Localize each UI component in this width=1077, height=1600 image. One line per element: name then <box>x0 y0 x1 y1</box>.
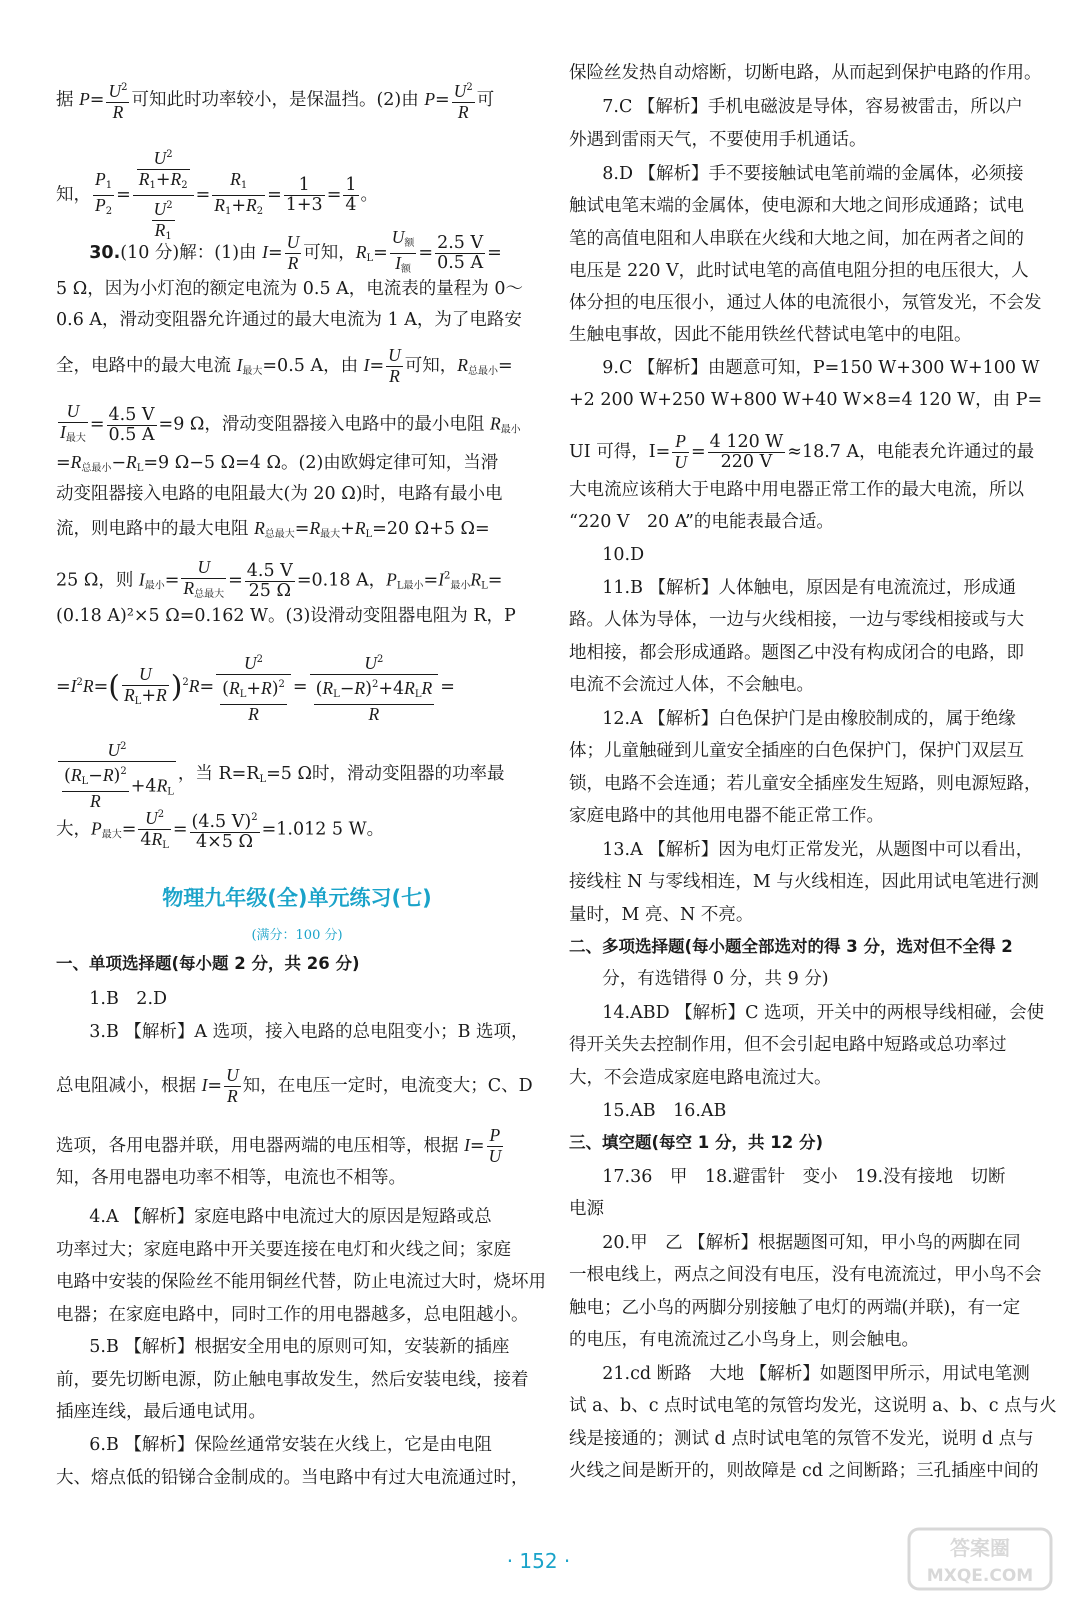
text-line: 电源 <box>569 1199 604 1219</box>
text-line: “220 V 20 A”的电能表最合适。 <box>569 512 834 532</box>
answer-9: 9.C 【解析】由题意可知，P=150 W+300 W+100 W <box>602 358 1040 378</box>
text-line: 动变阻器接入电路的电阻最大(为 20 Ω)时，电路有最小电 <box>56 484 503 504</box>
formula-line: 25 Ω，则 $I_{最小}=$ U $R_{总最大}$ = $\frac{4.5 V}{25 \Omega}$ =0.18 A，$P_{L最小}=I^2_{最小}R_L=$ <box>56 557 503 601</box>
section-heading: 二、多项选择题(每小题全部选对的得 3 分，选对但不全得 2 <box>569 937 1013 956</box>
text-line: 电压是 220 V，此时试电笔的高值电阻分担的电压很大，人 <box>569 261 1029 281</box>
text-line: 总电阻减小，根据 I= $\frac{U}{R}$ 知，在电压一定时，电流变大；C、D <box>56 1065 533 1106</box>
text-line: 知，各用电器电功率不相等，电流也不相等。 <box>56 1168 406 1188</box>
answer-4: 4.A 【解析】家庭电路中电流过大的原因是短路或总 <box>89 1207 492 1227</box>
section-heading-cont: 分，有选错得 0 分，共 9 分) <box>602 969 829 989</box>
text-line: 家庭电路中的其他用电器不能正常工作。 <box>569 806 884 826</box>
text-line: 触试电笔末端的金属体，使电源和大地之间形成通路；试电 <box>569 196 1024 216</box>
text-line: 的电压，有电流流过乙小鸟身上，则会触电。 <box>569 1330 919 1350</box>
answer-8: 8.D 【解析】手不要接触试电笔前端的金属体，必须接 <box>602 164 1024 184</box>
formula-line: UI 可得，I= $\frac{P}{U}$ = $\frac{4 120 W}{220 V}$ ≈18.7 A，电能表允许通过的最 <box>569 431 1035 472</box>
text-line: 电流不会流过人体，不会触电。 <box>569 675 814 695</box>
answer-10: 10.D <box>602 545 645 565</box>
text-line: 保险丝发热自动熔断，切断电路，从而起到保护电路的作用。 <box>569 63 1042 83</box>
text-line: 前，要先切断电源，防止触电事故发生，然后安装电线，接着 <box>56 1370 529 1390</box>
text-line: 据 P= $\frac{U^2}{R}$ 可知此时功率较小，是保温挡。(2)由 P= $\frac{U^2}{R}$ 可 <box>56 78 538 123</box>
text-line: 电路中安装的保险丝不能用铜丝代替，防止电流过大时，烧坏用 <box>56 1272 546 1292</box>
formula-line: $U^2$ $\frac{(R_L-R)^2}{R}$ $+4R_L$ ，当 $R=R_L=5$ Ω时，滑动变阻器的功率最 <box>56 737 538 812</box>
text-line: 5 Ω，因为小灯泡的额定电流为 0.5 A，电流表的量程为 0～ <box>56 279 523 299</box>
answer-20: 20.甲 乙 【解析】根据题图可知，甲小鸟的两脚在同 <box>602 1233 1021 1253</box>
answer-13: 13.A 【解析】因为电灯正常发光，从题图中可以看出， <box>602 840 1034 860</box>
answer-3: 3.B 【解析】A 选项，接入电路的总电阻变小；B 选项， <box>89 1022 529 1042</box>
text-line: +2 200 W+250 W+800 W+40 W×8=4 120 W，由 P= <box>569 390 1043 410</box>
answer-11: 11.B 【解析】人体触电，原因是有电流流过，形成通 <box>602 578 1017 598</box>
section-heading: 一、单项选择题(每小题 2 分，共 26 分) <box>56 954 360 973</box>
text-line: 得开关失去控制作用，但不会引起电路中短路或总功率过 <box>569 1035 1007 1055</box>
text-line: 插座连线，最后通电试用。 <box>56 1402 266 1422</box>
text-line: 选项，各用电器并联，用电器两端的电压相等，根据 I= $\frac{P}{U}$ <box>56 1125 502 1166</box>
text-line: 一根电线上，两点之间没有电压，没有电流流过，甲小鸟不会 <box>569 1265 1042 1285</box>
answer-17-19: 17.36 甲 18.避雷针 变小 19.没有接地 切断 <box>602 1167 1006 1187</box>
text-line: 地相接，都会形成通路。题图乙中没有构成闭合的电路，即 <box>569 643 1024 663</box>
svg-text:答案圈: 答案圈 <box>950 1536 1010 1560</box>
text-line: (0.18 A)²×5 Ω=0.162 W。(3)设滑动变阻器电阻为 R，P <box>56 606 516 626</box>
section-heading: 三、填空题(每空 1 分，共 12 分) <box>569 1133 824 1152</box>
svg-text:MXQE.COM: MXQE.COM <box>926 1566 1034 1586</box>
page-number: · 152 · <box>506 1549 571 1573</box>
answer-5: 5.B 【解析】根据安全用电的原则可知，安装新的插座 <box>89 1337 510 1357</box>
text-line: 笔的高值电阻和人串联在火线和大地之间，加在两者之间的 <box>569 229 1024 249</box>
answer-30: 30.(10 分)解：(1)由 I= $\frac{U}{R}$ 可知，$R_L=$ $U_额$ $I_额$ = $\frac{2.5 V}{0.5 A}$ = <box>89 227 502 275</box>
unit-subtitle: (满分：100 分) <box>251 928 343 943</box>
text-line: 大电流应该稍大于电路中用电器正常工作的最大电流，所以 <box>569 480 1024 500</box>
formula-line: 大，$P_{最大}=$ $\frac{U^2}{4R_L}$ = $\frac{(4.5 V)^2}{4\times 5 \Omega}$ =1.012 5 W。 <box>56 805 538 855</box>
text-line: 线是接通的；测试 d 点时试电笔的氖管不发光，说明 d 点与 <box>569 1429 1034 1449</box>
answer-14: 14.ABD 【解析】C 选项，开关中的两根导线相碰，会使 <box>602 1003 1045 1023</box>
text-line: 外遇到雷雨天气，不要使用手机通话。 <box>569 130 867 150</box>
answer-21: 21.cd 断路 大地 【解析】如题图甲所示，用试电笔测 <box>602 1364 1030 1384</box>
text-line: 大、熔点低的铅锑合金制成的。当电路中有过大电流通过时， <box>56 1468 529 1488</box>
text-line: 功率过大；家庭电路中开关要连接在电灯和火线之间；家庭 <box>56 1240 511 1260</box>
text-line: 接线柱 N 与零线相连，M 与火线相连，因此用试电笔进行测 <box>569 872 1039 892</box>
text-line: 0.6 A，滑动变阻器允许通过的最大电流为 1 A，为了电路安 <box>56 310 522 330</box>
text-line: 体分担的电压很小，通过人体的电流很小，氖管发光，不会发 <box>569 293 1042 313</box>
answer-6: 6.B 【解析】保险丝通常安装在火线上，它是由电阻 <box>89 1435 492 1455</box>
text-line: 路。人体为导体，一边与火线相接，一边与零线相接或与大 <box>569 610 1024 630</box>
watermark-logo <box>905 1525 1055 1593</box>
text-line: $=R_{总最小}-R_L=9$ Ω−5 Ω=4 Ω。(2)由欧姆定律可知，当滑 <box>56 452 499 474</box>
text-line: 量时，M 亮、N 不亮。 <box>569 905 754 925</box>
text-line: 体；儿童触碰到儿童安全插座的白色保护门，保护门双层互 <box>569 741 1024 761</box>
answer-7: 7.C 【解析】手机电磁波是导体，容易被雷击，所以户 <box>602 97 1023 117</box>
answer-15-16: 15.AB 16.AB <box>602 1101 727 1121</box>
formula-line: $=I^2R=$( $\frac{U}{R_L+R}$ )$^2$R= $\frac{U^2}{\frac{(R_L+R)^2}{R}}$ = $U^2$ $(R_L-R)^2+4R_LR$ R = <box>56 650 538 725</box>
text-line: 试 a、b、c 点时试电笔的氖管均发光，这说明 a、b、c 点与火 <box>569 1396 1057 1416</box>
answer-1-2: 1.B 2.D <box>89 989 168 1009</box>
text-line: 全，电路中的最大电流 $I_{最大}=0.5$ A，由 I= $\frac{U}{R}$ 可知，$R_{总最小}=$ <box>56 345 513 386</box>
unit-title: 物理九年级(全)单元练习(七) <box>162 886 432 910</box>
text-line: 生触电事故，因此不能用铁丝代替试电笔中的电阻。 <box>569 325 972 345</box>
answer-12: 12.A 【解析】白色保护门是由橡胶制成的，属于绝缘 <box>602 709 1016 729</box>
formula-line: 知， $\frac{P_1}{P_2}$ = $\frac{\frac{U^2}{R_1+R_2}}{\frac{U^2}{R_1}}$ = $\frac{R_1}{R_1+R_2}$ = $\frac{1}{1+3}$ = $\frac{1}{4}$ 。 <box>56 145 538 246</box>
text-line: 流，则电路中的最大电阻 $R_{总最大}=R_{最大}+R_L=20$ Ω+5 Ω= <box>56 518 490 540</box>
formula-line: U $I_{最大}$ = $\frac{4.5 V}{0.5 A}$ =9 Ω，滑动变阻器接入电路中的最小电阻 $R_{最小}$ <box>60 401 521 445</box>
text-line: 火线之间是断开的，则故障是 cd 之间断路；三孔插座中间的 <box>569 1461 1039 1481</box>
text-line: 锁，电路不会连通；若儿童安全插座发生短路，则电源短路， <box>569 774 1042 794</box>
text-line: 触电；乙小鸟的两脚分别接触了电灯的两端(并联)，有一定 <box>569 1298 1021 1318</box>
text-line: 大，不会造成家庭电路电流过大。 <box>569 1068 832 1088</box>
text-line: 电器；在家庭电路中，同时工作的用电器越多，总电阻越小。 <box>56 1305 529 1325</box>
